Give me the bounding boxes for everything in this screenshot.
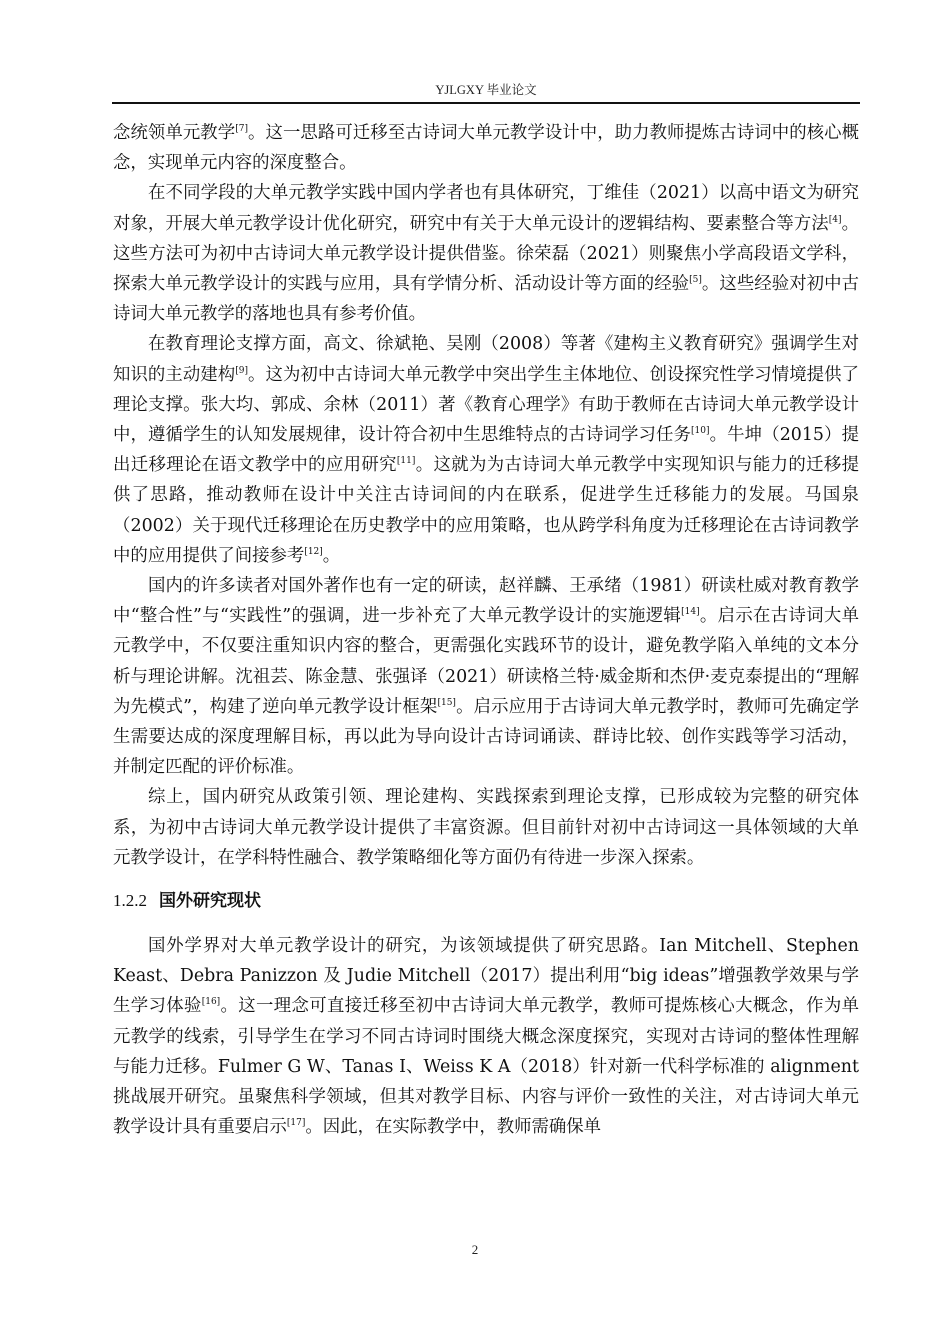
paragraph-text: 。这一思路可迁移至古诗词大单元教学设计中，助力教师提炼古诗词中的核心概念，实现单元内容的深度整合。: [113, 123, 859, 174]
citation: [9]: [235, 365, 248, 376]
paragraph-text: 。这一理念可直接迁移至初中古诗词大单元教学，教师可提炼核心大概念，作为单元教学的线索，引导学生在学习不同古诗词时围绕大概念深度探究，实现对古诗词的整体性理解与能力迁移。Fulmer G W、Tanas I、Weiss K A（2018）针对新一代科学标准的 alignment 挑战展开研究。虽聚焦科学领域，但其对教学目标、内容与评价一致性的关注，对古诗词大单元教学设计具有重要启示: [113, 996, 859, 1138]
paragraph-p6: [113, 931, 859, 1142]
paragraph-text: 国内的许多读者对国外著作也有一定的研读，赵祥麟、王承绪（1981）研读杜威对教育教学中“整合性”与“实践性”的强调，进一步补充了大单元教学设计的实施逻辑: [113, 576, 859, 627]
section-title: 国外研究现状: [159, 891, 261, 912]
paragraph-text: 。: [322, 545, 341, 566]
citation: [14]: [681, 607, 700, 618]
paragraph-text: 。这就为为古诗词大单元教学中实现知识与能力的迁移提供了思路，推动教师在设计中关注古诗词间的内在联系，促进学生迁移能力的发展。马国泉（2002）关于现代迁移理论在历史教学中的应用策略，也从跨学科角度为迁移理论在古诗词教学中的应用提供了间接参考: [113, 455, 859, 566]
paragraphs-foreign: [113, 931, 859, 1142]
paragraph-p5: [113, 782, 859, 873]
citation: [4]: [828, 214, 842, 225]
paragraph-text: 国外学界对大单元教学设计的研究，为该领域提供了研究思路。Ian Mitchell、Stephen Keast、Debra Panizzon 及 Judie Mitchell（2017）提出利用“big ideas”增强教学效果与学生学习体验: [113, 936, 859, 1017]
paragraph-text: 念统领单元教学: [113, 123, 236, 143]
citation: [7]: [235, 124, 248, 135]
header-rule: [112, 102, 860, 104]
paragraph-text: 综上，国内研究从政策引领、理论建构、实践探索到理论支撑，已形成较为完整的研究体系，为初中古诗词大单元教学设计提供了丰富资源。但目前针对初中古诗词这一具体领域的大单元教学设计，在学科特性融合、教学策略细化等方面仍有待进一步深入探索。: [113, 787, 859, 868]
paragraph-text: 。启示在古诗词大单元教学中，不仅要注重知识内容的整合，更需强化实践环节的设计，避免教学陷入单纯的文本分析与理论讲解。沈祖芸、陈金慧、张强译（2021）研读格兰特·威金斯和杰伊·麦克泰提出的“理解为先模式”，构建了逆向单元教学设计框架: [113, 606, 859, 717]
citation: [12]: [304, 547, 323, 558]
paragraph-text: 在教育理论支撑方面，高文、徐斌艳、吴刚（2008）等著《建构主义教育研究》强调学生对知识的主动建构: [113, 334, 859, 385]
paragraph-text: 在不同学段的大单元教学实践中国内学者也有具体研究，丁维佳（2021）以高中语文为研究对象，开展大单元教学设计优化研究，研究中有关于大单元设计的逻辑结构、要素整合等方法: [113, 183, 859, 234]
page-number: 2: [471, 1242, 479, 1257]
paragraph-text: 。牛坤（2015）提出迁移理论在语文教学中的应用研究: [113, 425, 859, 476]
paragraph-text: 。这些经验对初中古诗词大单元教学的落地也具有参考价值。: [113, 274, 859, 325]
paragraph-p4: [113, 571, 859, 782]
citation: [16]: [201, 997, 221, 1008]
paragraph-text: 。这为初中古诗词大单元教学中突出学生主体地位、创设探究性学习情境提供了理论支撑。张大均、郭成、余林（2011）著《教育心理学》有助于教师在古诗词大单元教学设计中，遵循学生的认知发展规律，设计符合初中生思维特点的古诗词学习任务: [113, 364, 859, 446]
citation: [15]: [437, 698, 456, 709]
section-heading: [113, 873, 859, 931]
citation: [10]: [691, 426, 710, 437]
page-header: YJLGXY 毕业论文: [435, 83, 537, 97]
paragraph-text: 。启示应用于古诗词大单元教学时，教师可先确定学生需要达成的深度理解目标，再以此为导向设计古诗词诵读、群诗比较、创作实践等学习活动，并制定匹配的评价标准。: [113, 696, 859, 778]
paragraph-p1: [113, 118, 859, 178]
section-number: 1.2.2: [113, 891, 147, 911]
paragraph-text: 。这些方法可为初中古诗词大单元教学设计提供借鉴。徐荣磊（2021）则聚焦小学高段语文学科，探索大单元教学设计的实践与应用，具有学情分析、活动设计等方面的经验: [113, 213, 859, 295]
page-body: [113, 118, 859, 1143]
citation: [5]: [689, 275, 702, 286]
citation: [17]: [286, 1118, 306, 1129]
paragraph-p3: [113, 329, 859, 571]
paragraphs-domestic: [113, 118, 859, 873]
paragraph-p2: [113, 178, 859, 329]
paragraph-text: 。因此，在实际教学中，教师需确保单: [305, 1117, 602, 1138]
citation: [11]: [396, 456, 416, 467]
